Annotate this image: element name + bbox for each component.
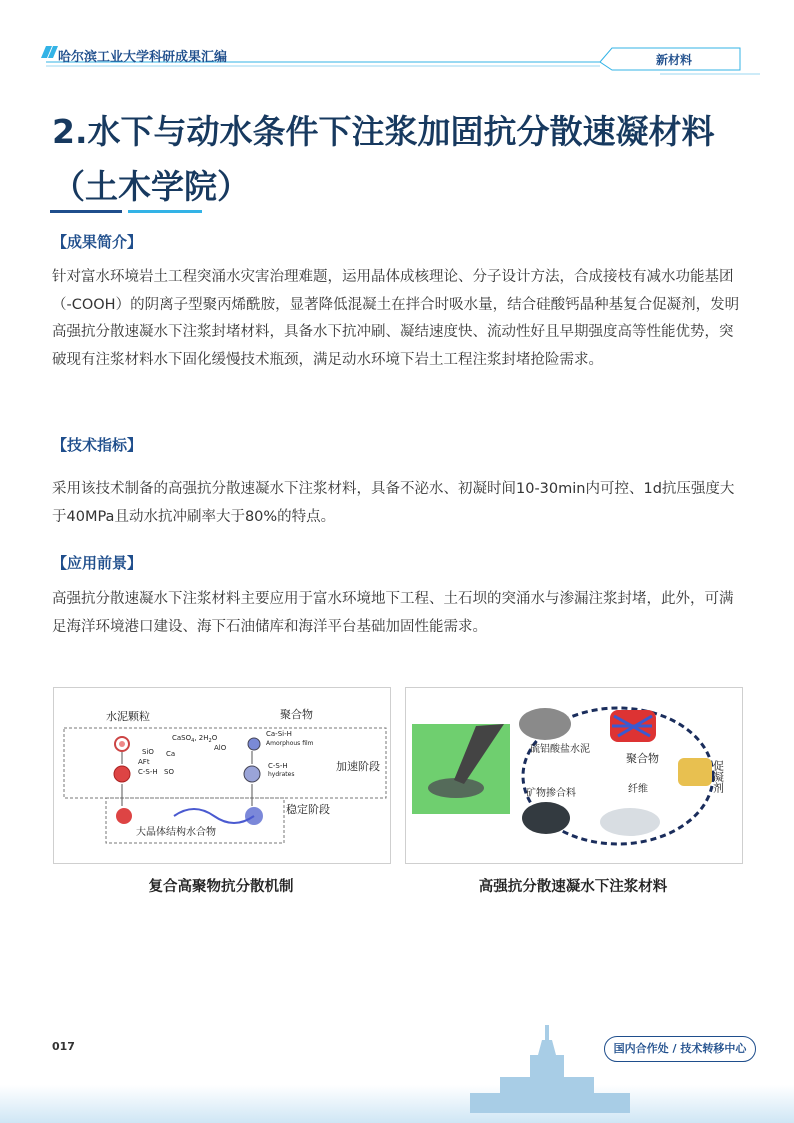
svg-text:C-S-H: C-S-H xyxy=(138,768,158,776)
page-number: 017 xyxy=(52,1040,75,1053)
cement-powder-photo xyxy=(519,708,571,740)
svg-text:Ca: Ca xyxy=(166,750,176,758)
label-fiber: 纤维 xyxy=(628,784,648,795)
intro-body: 针对富水环境岩土工程突涌水灾害治理难题，运用晶体成核理论、分子设计方法，合成接枝有减水功能基团（-COOH）的阴离子型聚丙烯酰胺，显著降低混凝土在拌合时吸水量，结合硅酸钙晶种基复合促凝剂，发明高强抗分散速凝水下注浆封堵材料，具备水下抗冲刷、凝结速度快、流动性好且早期强度高等性能优势，突破现有注浆材料水下固化缓慢技术瓶颈，满足动水环境下岩土工程注浆封堵抢险需求。 xyxy=(52,269,740,368)
specs-body: 采用该技术制备的高强抗分散速凝水下注浆材料，具备不泌水、初凝时间10-30min内可控、1d抗压强度大于40MPa且动水抗冲刷率大于80%的特点。 xyxy=(52,481,735,525)
title-line-2: （土木学院） xyxy=(52,167,250,206)
label-stable: 稳定阶段 xyxy=(286,803,330,816)
figure-right xyxy=(405,687,743,864)
header-publication: 哈尔滨工业大学科研成果汇编 xyxy=(58,50,228,65)
svg-text:C-S-H: C-S-H xyxy=(268,762,288,770)
office-badge: 国内合作处 / 技术转移中心 xyxy=(604,1036,756,1062)
application-heading: 【应用前景】 xyxy=(52,554,143,572)
svg-text:SiO: SiO xyxy=(142,748,154,756)
mineral-admixture-photo xyxy=(522,802,570,834)
building-icon xyxy=(470,1025,630,1113)
label-accel: 加速阶段 xyxy=(336,760,380,773)
intro-heading: 【成果简介】 xyxy=(52,233,143,251)
page-title xyxy=(52,104,752,214)
fiber-photo xyxy=(600,808,660,836)
polymer-particle-icon xyxy=(248,738,260,750)
header-category-tag: 新材料 xyxy=(656,53,693,67)
svg-text:AFt: AFt xyxy=(138,758,150,766)
svg-text:CaSO4, 2H2O: CaSO$_4$, $2H_2O$ xyxy=(172,734,218,744)
grouting-material-diagram xyxy=(406,688,742,863)
dispersion-mechanism-diagram xyxy=(54,688,390,863)
caption-left: 复合高聚物抗分散机制 xyxy=(148,879,294,895)
svg-text:Ca-Si-H: Ca-Si-H xyxy=(266,730,292,738)
header-stripes-icon xyxy=(41,46,58,58)
specs-heading: 【技术指标】 xyxy=(52,436,143,454)
label-crystal: 大晶体结构水合物 xyxy=(136,827,216,838)
label-mineral: 矿物掺合料 xyxy=(526,788,576,799)
title-underline-light xyxy=(128,210,202,213)
svg-text:SO: SO xyxy=(164,768,174,776)
svg-text:AlO: AlO xyxy=(214,744,227,752)
title-underline-dark xyxy=(50,210,122,213)
accelerator-photo xyxy=(678,758,712,786)
application-body: 高强抗分散速凝水下注浆材料主要应用于富水环境地下工程、土石坝的突涌水与渗漏注浆封堵，此外，可满足海洋环境港口建设、海下石油储库和海洋平台基础加固性能需求。 xyxy=(52,591,734,635)
caption-right: 高强抗分散速凝水下注浆材料 xyxy=(478,879,668,895)
label-sulfoaluminate: 硫铝酸盐水泥 xyxy=(530,744,590,755)
svg-text:Amorphous film: Amorphous film xyxy=(266,740,314,747)
figure-left xyxy=(53,687,391,864)
footer-skyline xyxy=(0,1015,794,1123)
svg-text:hydrates: hydrates xyxy=(268,771,295,778)
label-polymer-right: 聚合物 xyxy=(626,752,659,765)
hydrating-particle-icon xyxy=(114,766,130,782)
header-banner xyxy=(0,0,794,80)
label-polymer: 聚合物 xyxy=(280,708,313,721)
label-cement: 水泥颗粒 xyxy=(106,710,150,723)
title-line-1: 2.水下与动水条件下注浆加固抗分散速凝材料 xyxy=(52,112,715,151)
label-accelerator: 促凝剂 xyxy=(711,760,725,793)
